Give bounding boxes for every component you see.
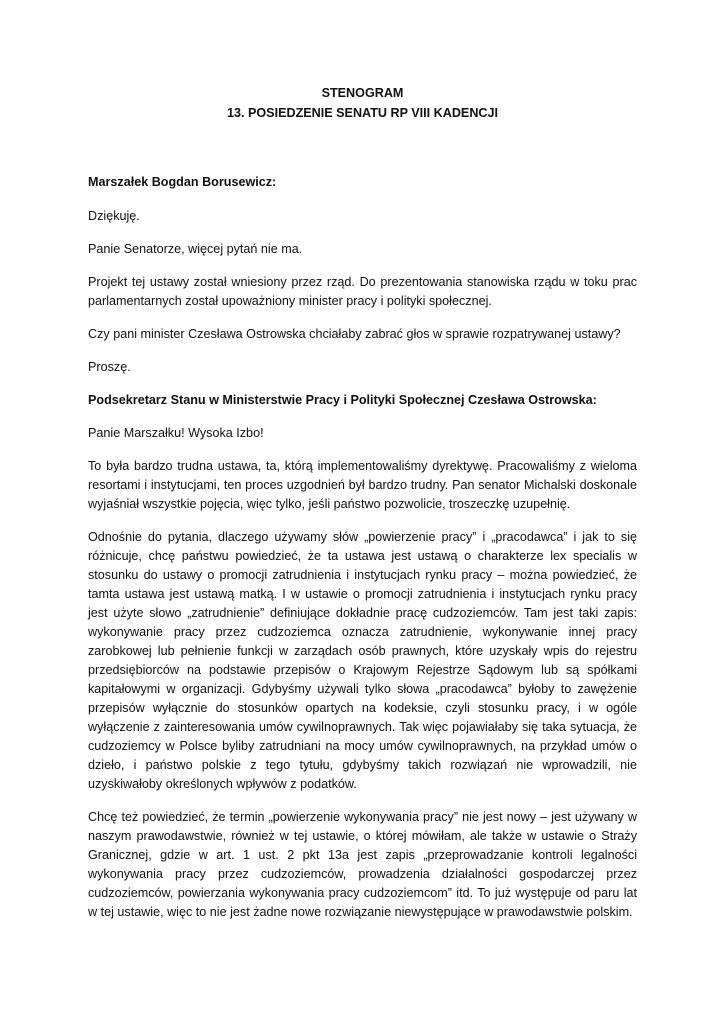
- paragraph-please: Proszę.: [88, 360, 131, 374]
- paragraph-term-not-new: Chcę też powiedzieć, że termin „powierzenie wykonywania pracy” nie jest nowy – jest używany w naszym prawodawstwie, również w tej ustawie, o której mówiłam, ale także w ustawie o Straży Granicznej, gdzie w art. 1 ust. 2 pkt 13a jest zapis „przeprowadzanie kontroli legalności wykonywania pracy przez cudzoziemców, prowadzenia działalności gospodarczej przez cudzoziemców, powierzania wykonywania pracy cudzoziemcom” itd. To już występuje od paru lat w tej ustawie, więc to nie jest żadne nowe rozwiązanie niewystępujące w prawodawstwie polskim.: [88, 810, 637, 919]
- document-body: [88, 84, 637, 922]
- document-title: STENOGRAM: [321, 86, 404, 100]
- paragraph-difficult-act: To była bardzo trudna ustawa, ta, którą implementowaliśmy dyrektywę. Pracowaliśmy z wieloma resortami i instytucjami, ten proces uzgodnień był bardzo trudny. Pan senator Michalski doskonale wyjaśniał wszystkie pojęcia, więc tylko, jeśli państwo pozwolicie, troszeczkę uzupełnię.: [88, 459, 637, 511]
- paragraph-question-minister: Czy pani minister Czesława Ostrowska chciałaby zabrać głos w sprawie rozpatrywanej ustawy?: [88, 327, 621, 341]
- document-header: [88, 84, 637, 124]
- paragraph-terminology: Odnośnie do pytania, dlaczego używamy słów „powierzenie pracy” i „pracodawca” i jak to się różnicuje, chcę państwu powiedzieć, że ta ustawa jest ustawą o charakterze lex specialis w stosunku do ustawy o promocji zatrudnienia i instytucjach rynku pracy – można powiedzieć, że tamta ustawa jest ustawą matką. I w ustawie o promocji zatrudnienia i instytucjach rynku pracy jest użyte słowo „zatrudnienie” definiujące dokładnie pracę cudzoziemców. Tam jest taki zapis: wykonywanie pracy przez cudzoziemca oznacza zatrudnienie, wykonywanie innej pracy zarobkowej lub pełnienie funkcji w zarządach osób prawnych, które uzyskały wpis do rejestru przedsiębiorców na podstawie przepisów o Krajowym Rejestrze Sądowym lub są spółkami kapitałowymi w organizacji. Gdybyśmy używali tylko słowa „pracodawca” byłoby to zawężenie przepisów wyłącznie do stosunków opartych na kodeksie, czyli stosunku pracy, i w ogóle wyłączenie z zainteresowania umów cywilnoprawnych. Tak więc pojawiałaby się taka sytuacja, że cudzoziemcy w Polsce byliby zatrudniani na mocy umów cywilnoprawnych, na przykład umów o dzieło, i państwo polskie z tego tytułu, gdybyśmy takich rozwiązań nie wprowadzili, nie uzyskiwałoby określonych wpływów z podatków.: [88, 530, 637, 791]
- paragraph-no-questions: Panie Senatorze, więcej pytań nie ma.: [88, 242, 303, 256]
- paragraph-thanks: Dziękuję.: [88, 209, 140, 223]
- paragraph-greeting: Panie Marszałku! Wysoka Izbo!: [88, 426, 264, 440]
- speaker-undersecretary: Podsekretarz Stanu w Ministerstwie Pracy i Polityki Społecznej Czesława Ostrowska:: [88, 393, 597, 407]
- paragraph-project-info: Projekt tej ustawy został wniesiony przez rząd. Do prezentowania stanowiska rządu w toku prac parlamentarnych został upoważniony minister pracy i polityki społecznej.: [88, 275, 637, 308]
- session-title: 13. POSIEDZENIE SENATU RP VIII KADENCJI: [226, 106, 499, 120]
- speaker-marshal: Marszałek Bogdan Borusewicz:: [88, 175, 277, 189]
